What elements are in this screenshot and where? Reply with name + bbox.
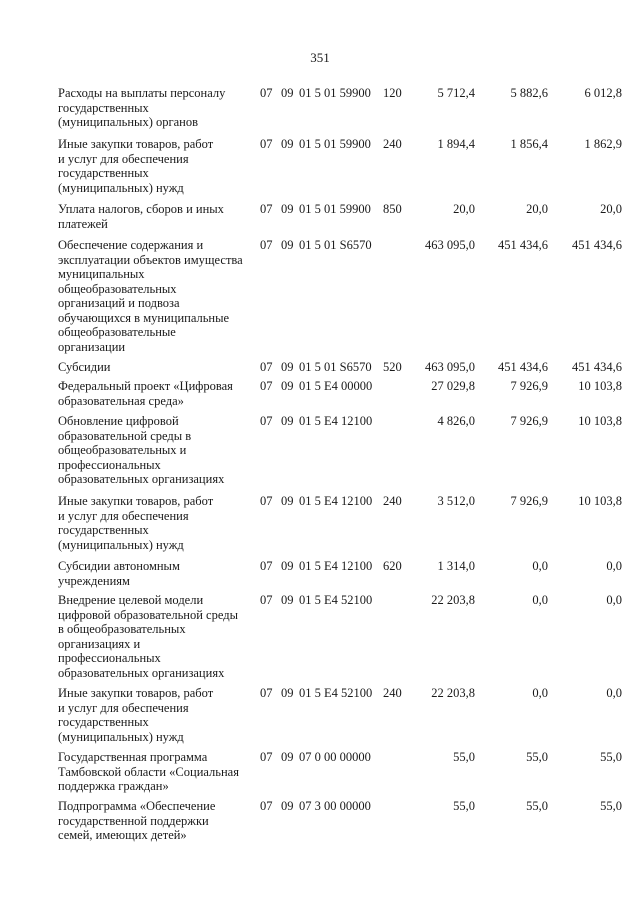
page-number: 351 [310,50,330,65]
row-subsection-code: 09 [281,559,294,573]
row-section-code: 07 [260,238,273,252]
row-value-year1: 4 826,0 [437,414,475,428]
row-subsection-code: 09 [281,750,294,764]
row-subsection-code: 09 [281,360,294,374]
row-value-year1: 55,0 [453,750,475,764]
row-value-year3: 6 012,8 [584,86,622,100]
row-name: Обновление цифровой образовательной среды в общеобразовательных и профессиональных образовательных организациях [58,414,225,486]
row-subsection-code: 09 [281,593,294,607]
row-value-year1: 3 512,0 [437,494,475,508]
row-section-code: 07 [260,414,273,428]
row-subsection-code: 09 [281,238,294,252]
row-target-article: 07 0 00 00000 [299,750,371,764]
row-value-year3: 20,0 [600,202,622,216]
row-value-year2: 1 856,4 [510,137,548,151]
row-expense-type: 240 [383,494,402,508]
row-target-article: 01 5 01 S6570 [299,238,372,252]
row-section-code: 07 [260,494,273,508]
row-value-year1: 5 712,4 [437,86,475,100]
row-value-year3: 0,0 [606,559,622,573]
row-target-article: 01 5 01 59900 [299,137,371,151]
row-subsection-code: 09 [281,686,294,700]
row-section-code: 07 [260,137,273,151]
row-value-year2: 451 434,6 [498,238,548,252]
row-expense-type: 620 [383,559,402,573]
row-value-year1: 22 203,8 [431,686,475,700]
row-value-year1: 22 203,8 [431,593,475,607]
row-target-article: 01 5 01 59900 [299,86,371,100]
row-value-year2: 5 882,6 [510,86,548,100]
row-name: Внедрение целевой модели цифровой образовательной среды в общеобразовательных организациях и профессиональных образовательных организациях [58,593,238,680]
row-section-code: 07 [260,686,273,700]
row-section-code: 07 [260,86,273,100]
row-section-code: 07 [260,202,273,216]
row-expense-type: 120 [383,86,402,100]
row-value-year2: 20,0 [526,202,548,216]
row-value-year2: 7 926,9 [510,414,548,428]
row-value-year2: 0,0 [532,686,548,700]
row-section-code: 07 [260,559,273,573]
row-value-year2: 55,0 [526,750,548,764]
row-value-year3: 55,0 [600,799,622,813]
row-value-year3: 451 434,6 [572,238,622,252]
row-value-year2: 7 926,9 [510,379,548,393]
row-value-year3: 55,0 [600,750,622,764]
row-value-year3: 0,0 [606,593,622,607]
row-value-year1: 463 095,0 [425,360,475,374]
row-value-year3: 0,0 [606,686,622,700]
row-value-year3: 451 434,6 [572,360,622,374]
row-expense-type: 850 [383,202,402,216]
row-value-year2: 7 926,9 [510,494,548,508]
row-target-article: 01 5 E4 12100 [299,494,373,508]
row-value-year1: 27 029,8 [431,379,475,393]
row-name: Государственная программа Тамбовской области «Социальная поддержка граждан» [58,750,239,793]
row-name: Субсидии автономным учреждениям [58,559,180,588]
row-name: Субсидии [58,360,111,374]
row-value-year3: 10 103,8 [578,379,622,393]
row-subsection-code: 09 [281,202,294,216]
row-section-code: 07 [260,593,273,607]
row-target-article: 01 5 E4 12100 [299,414,373,428]
row-name: Обеспечение содержания и эксплуатации объектов имущества муниципальных общеобразовательных организаций и подвоза обучающихся в муниципальные общеобразовательные организации [58,238,243,354]
row-subsection-code: 09 [281,414,294,428]
row-value-year1: 1 894,4 [437,137,475,151]
row-value-year1: 20,0 [453,202,475,216]
row-name: Иные закупки товаров, работ и услуг для обеспечения государственных (муниципальных) нужд [58,686,214,744]
row-section-code: 07 [260,360,273,374]
row-expense-type: 520 [383,360,402,374]
row-section-code: 07 [260,799,273,813]
row-name: Федеральный проект «Цифровая образовательная среда» [58,379,233,408]
row-name: Подпрограмма «Обеспечение государственной поддержки семей, имеющих детей» [58,799,216,842]
row-name: Иные закупки товаров, работ и услуг для обеспечения государственных (муниципальных) нужд [58,494,214,552]
row-value-year3: 1 862,9 [584,137,622,151]
row-target-article: 07 3 00 00000 [299,799,371,813]
row-target-article: 01 5 E4 00000 [299,379,373,393]
row-value-year3: 10 103,8 [578,414,622,428]
row-target-article: 01 5 01 59900 [299,202,371,216]
row-value-year2: 0,0 [532,559,548,573]
row-name: Уплата налогов, сборов и иных платежей [58,202,224,231]
row-subsection-code: 09 [281,379,294,393]
row-subsection-code: 09 [281,494,294,508]
row-value-year2: 0,0 [532,593,548,607]
row-value-year3: 10 103,8 [578,494,622,508]
row-target-article: 01 5 E4 12100 [299,559,373,573]
row-name: Расходы на выплаты персоналу государственных (муниципальных) органов [58,86,226,129]
row-subsection-code: 09 [281,86,294,100]
row-target-article: 01 5 E4 52100 [299,593,373,607]
row-value-year1: 55,0 [453,799,475,813]
row-subsection-code: 09 [281,799,294,813]
row-name: Иные закупки товаров, работ и услуг для обеспечения государственных (муниципальных) нужд [58,137,214,195]
row-section-code: 07 [260,750,273,764]
row-value-year1: 463 095,0 [425,238,475,252]
row-target-article: 01 5 E4 52100 [299,686,373,700]
row-section-code: 07 [260,379,273,393]
row-expense-type: 240 [383,686,402,700]
row-expense-type: 240 [383,137,402,151]
row-target-article: 01 5 01 S6570 [299,360,372,374]
row-value-year2: 55,0 [526,799,548,813]
row-value-year2: 451 434,6 [498,360,548,374]
row-value-year1: 1 314,0 [437,559,475,573]
row-subsection-code: 09 [281,137,294,151]
